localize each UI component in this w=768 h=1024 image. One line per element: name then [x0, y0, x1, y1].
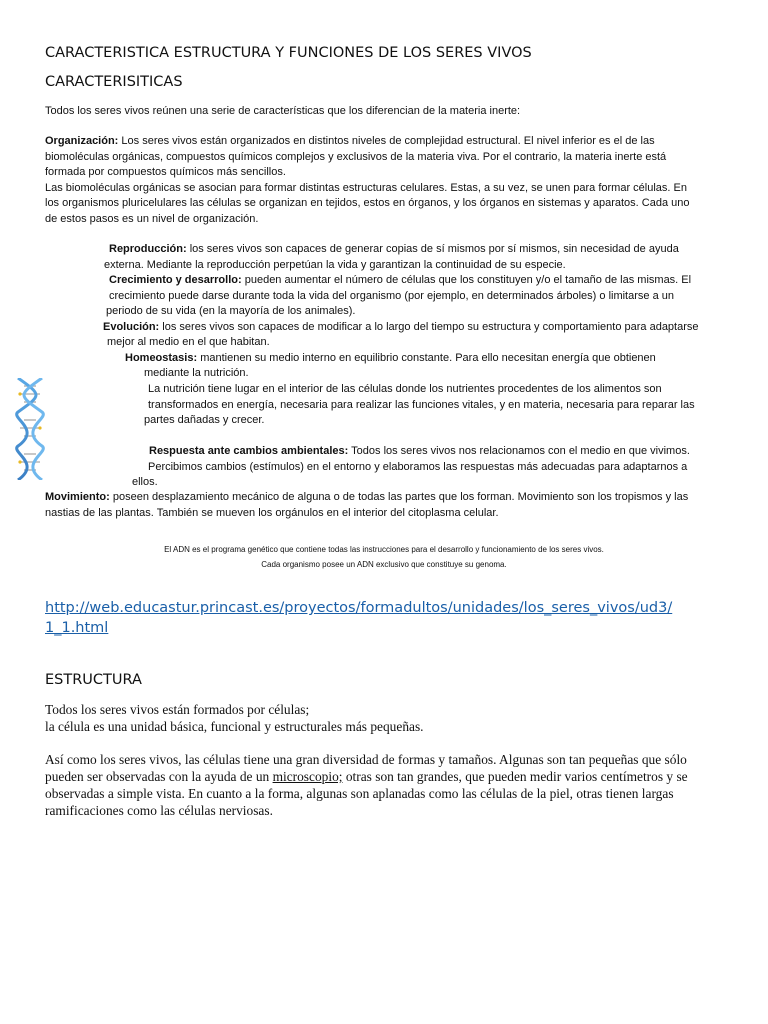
organizacion-paragraph [45, 134, 735, 228]
source-link-line2[interactable]: 1_1.html [45, 620, 109, 636]
homeostasis-line2: mediante la nutrición. [144, 367, 249, 379]
crecimiento-line1 [109, 273, 691, 289]
organizacion-line: formada por compuestos químicos más sencillos. [45, 166, 286, 179]
estructura-text: otras son tan grandes, que pueden medir varios centímetros y se [345, 769, 688, 784]
intro-text: Todos los seres vivos reúnen una serie de características que los diferencian de la materia inerte: [45, 105, 521, 117]
organizacion-label: Organización: [45, 135, 119, 147]
organizacion-line: Los seres vivos están organizados en distintos niveles de complejidad estructural. El nivel inferior es el de las [121, 135, 655, 147]
organizacion-line: los organismos pluricelulares las células se organizan en tejidos, estos en órganos, y los órganos en sistemas y aparatos. Cada uno [45, 197, 690, 210]
source-link[interactable] [45, 598, 672, 638]
respuesta-line2: Percibimos cambios (estímulos) en el entorno y elaboramos las respuestas más adecuadas para adaptarnos a [148, 461, 688, 473]
estructura-line: Todos los seres vivos están formados por células; [45, 702, 310, 717]
estructura-line [45, 768, 735, 785]
microscopio-link[interactable]: microscopio; [272, 769, 343, 784]
estructura-line: Así como los seres vivos, las células tiene una gran diversidad de formas y tamaños. Algunas son tan pequeñas que sólo [45, 752, 687, 767]
estructura-line: ramificaciones como las células nerviosas. [45, 803, 273, 818]
crecimiento-label: Crecimiento y desarrollo: [109, 274, 242, 286]
homeostasis-line3: La nutrición tiene lugar en el interior de las células donde los nutrientes procedentes de los alimentos son [148, 383, 662, 395]
organizacion-line: de estos pasos es un nivel de organización. [45, 212, 259, 225]
source-link-line1[interactable]: http://web.educastur.princast.es/proyectos/formadultos/unidades/los_seres_vivos/ud3/ [45, 600, 673, 616]
homeostasis-line5: partes dañadas y crecer. [144, 414, 265, 426]
adn-note-line2: Cada organismo posee un ADN exclusivo que constituye su genoma. [261, 560, 507, 569]
heading-caracteristicas: CARACTERISITICAS [45, 74, 183, 90]
evolucion-text: los seres vivos son capaces de modificar a lo largo del tiempo su estructura y comportamiento para adaptarse [162, 321, 699, 333]
movimiento-line2: nastias de las plantas. También se mueven los orgánulos en el interior del citoplasma celular. [45, 506, 499, 519]
homeostasis-line4: transformados en energía, necesaria para realizar las funciones vitales, y en materia, necesaria para reparar las [148, 399, 695, 411]
heading-estructura: ESTRUCTURA [45, 672, 142, 688]
respuesta-text: Todos los seres vivos nos relacionamos con el medio en que vivimos. [351, 445, 690, 457]
reproduccion-line2: externa. Mediante la reproducción perpetúan la vida y garantizan la continuidad de su especie. [104, 259, 566, 271]
respuesta-line3: ellos. [132, 476, 158, 488]
reproduccion-line1 [109, 242, 679, 258]
movimiento-paragraph [45, 490, 745, 521]
organizacion-line: Las biomoléculas orgánicas se asocian para formar distintas estructuras celulares. Estas, a su vez, se unen para formar células. En [45, 181, 687, 194]
crecimiento-line3: periodo de su vida (en la mayoría de los animales). [106, 305, 356, 317]
evolucion-line1 [103, 320, 699, 336]
respuesta-line1 [149, 444, 690, 460]
document-title: CARACTERISTICA ESTRUCTURA Y FUNCIONES DE LOS SERES VIVOS [45, 45, 532, 61]
homeostasis-line1 [125, 351, 656, 367]
dna-helix-icon [14, 378, 46, 480]
homeostasis-text: mantienen su medio interno en equilibrio constante. Para ello necesitan energía que obtienen [200, 352, 656, 364]
organizacion-line: biomoléculas orgánicas, compuestos químicos complejos y exclusivos de la materia viva. Por el contrario, la materia inerte está [45, 150, 667, 163]
evolucion-line2: mejor al medio en el que habitan. [107, 336, 270, 348]
evolucion-label: Evolución: [103, 321, 160, 333]
crecimiento-text: pueden aumentar el número de células que los constituyen y/o el tamaño de las mismas. El [244, 274, 692, 286]
estructura-paragraph-2 [45, 751, 735, 819]
crecimiento-line2: crecimiento puede darse durante toda la vida del organismo (por ejemplo, en determinados árboles) o limitarse a un [109, 290, 674, 302]
estructura-line: observadas a simple vista. En cuanto a la forma, algunas son aplanadas como las células de la piel, otras tienen largas [45, 786, 674, 801]
estructura-text: pueden ser observadas con la ayuda de un [45, 769, 270, 784]
respuesta-label: Respuesta ante cambios ambientales: [149, 445, 349, 457]
reproduccion-label: Reproducción: [109, 243, 187, 255]
estructura-line: la célula es una unidad básica, funcional y estructurales más pequeñas. [45, 719, 424, 734]
reproduccion-text: los seres vivos son capaces de generar copias de sí mismos por sí mismos, sin necesidad de ayuda [189, 243, 679, 255]
adn-note-line1: El ADN es el programa genético que contiene todas las instrucciones para el desarrollo y funcionamiento de los seres vivos. [164, 545, 604, 554]
movimiento-text: poseen desplazamiento mecánico de alguna o de todas las partes que los forman. Movimiento son los tropismos y las [112, 491, 689, 503]
homeostasis-label: Homeostasis: [125, 352, 198, 364]
estructura-paragraph-1 [45, 701, 424, 735]
movimiento-label: Movimiento: [45, 491, 110, 503]
